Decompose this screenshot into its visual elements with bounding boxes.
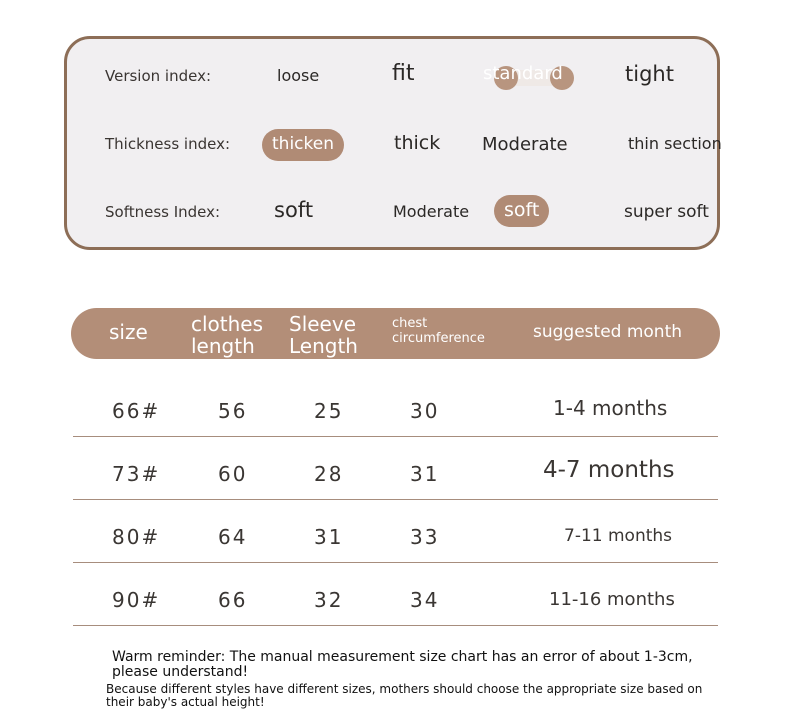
cell-size: 73# (112, 462, 161, 486)
thickness-option-thin-section: thin section (628, 134, 722, 153)
version-index-label: Version index: (105, 67, 212, 85)
cell-month: 11-16 months (549, 589, 675, 610)
header-suggested-month: suggested month (533, 322, 683, 342)
cell-month: 1-4 months (553, 396, 668, 420)
softness-index-row (67, 193, 717, 233)
version-option-standard: standard (483, 63, 563, 84)
version-option-loose: loose (277, 66, 320, 85)
cell-month: 7-11 months (564, 526, 673, 546)
cell-size: 90# (112, 588, 161, 612)
thickness-index-label: Thickness index: (105, 135, 230, 153)
cell-clothes-length: 56 (218, 399, 248, 423)
cell-clothes-length: 60 (218, 462, 248, 486)
cell-clothes-length: 66 (218, 588, 248, 612)
cell-sleeve-length: 32 (314, 588, 344, 612)
thickness-index-row (67, 125, 722, 165)
cell-chest: 33 (410, 525, 440, 549)
header-sleeve-length-line2: Length (289, 334, 358, 358)
version-option-fit: fit (392, 61, 415, 86)
thickness-option-thicken-selected: thicken (262, 129, 344, 161)
thickness-option-moderate: Moderate (482, 134, 568, 155)
cell-sleeve-length: 25 (314, 399, 344, 423)
softness-option-soft: soft (274, 198, 314, 222)
table-row (73, 563, 718, 626)
warm-reminder-note: Warm reminder: The manual measurement size chart has an error of about 1-3cm, please understand! (112, 649, 693, 680)
cell-chest: 31 (410, 462, 440, 486)
cell-month: 4-7 months (543, 457, 675, 483)
version-index-row (67, 57, 717, 97)
table-row (73, 437, 718, 500)
cell-sleeve-length: 31 (314, 525, 344, 549)
cell-clothes-length: 64 (218, 525, 248, 549)
header-clothes-length-line2: length (191, 334, 255, 358)
header-chest-circumference (392, 316, 502, 346)
header-sleeve-length-line1: Sleeve (289, 312, 357, 336)
thickness-option-thick: thick (394, 132, 441, 154)
index-panel (64, 36, 720, 250)
header-clothes-length (191, 313, 281, 357)
version-option-tight: tight (625, 62, 674, 86)
header-chest-line1: chest (392, 316, 428, 331)
size-table-header (71, 308, 720, 359)
header-clothes-length-line1: clothes (191, 312, 264, 336)
softness-option-soft-selected: soft (494, 195, 549, 227)
table-row (73, 500, 718, 563)
header-size: size (109, 320, 148, 344)
header-chest-line2: circumference (392, 331, 485, 346)
cell-sleeve-length: 28 (314, 462, 344, 486)
cell-size: 66# (112, 399, 161, 423)
cell-size: 80# (112, 525, 161, 549)
softness-index-label: Softness Index: (105, 203, 221, 221)
header-sleeve-length (289, 313, 379, 357)
softness-option-moderate: Moderate (393, 202, 470, 221)
size-advice-note: Because different styles have different sizes, mothers should choose the appropriate size based on their baby's actual height! (106, 682, 703, 709)
cell-chest: 30 (410, 399, 440, 423)
table-row (73, 374, 718, 437)
cell-chest: 34 (410, 588, 440, 612)
softness-option-super-soft: super soft (624, 202, 709, 222)
